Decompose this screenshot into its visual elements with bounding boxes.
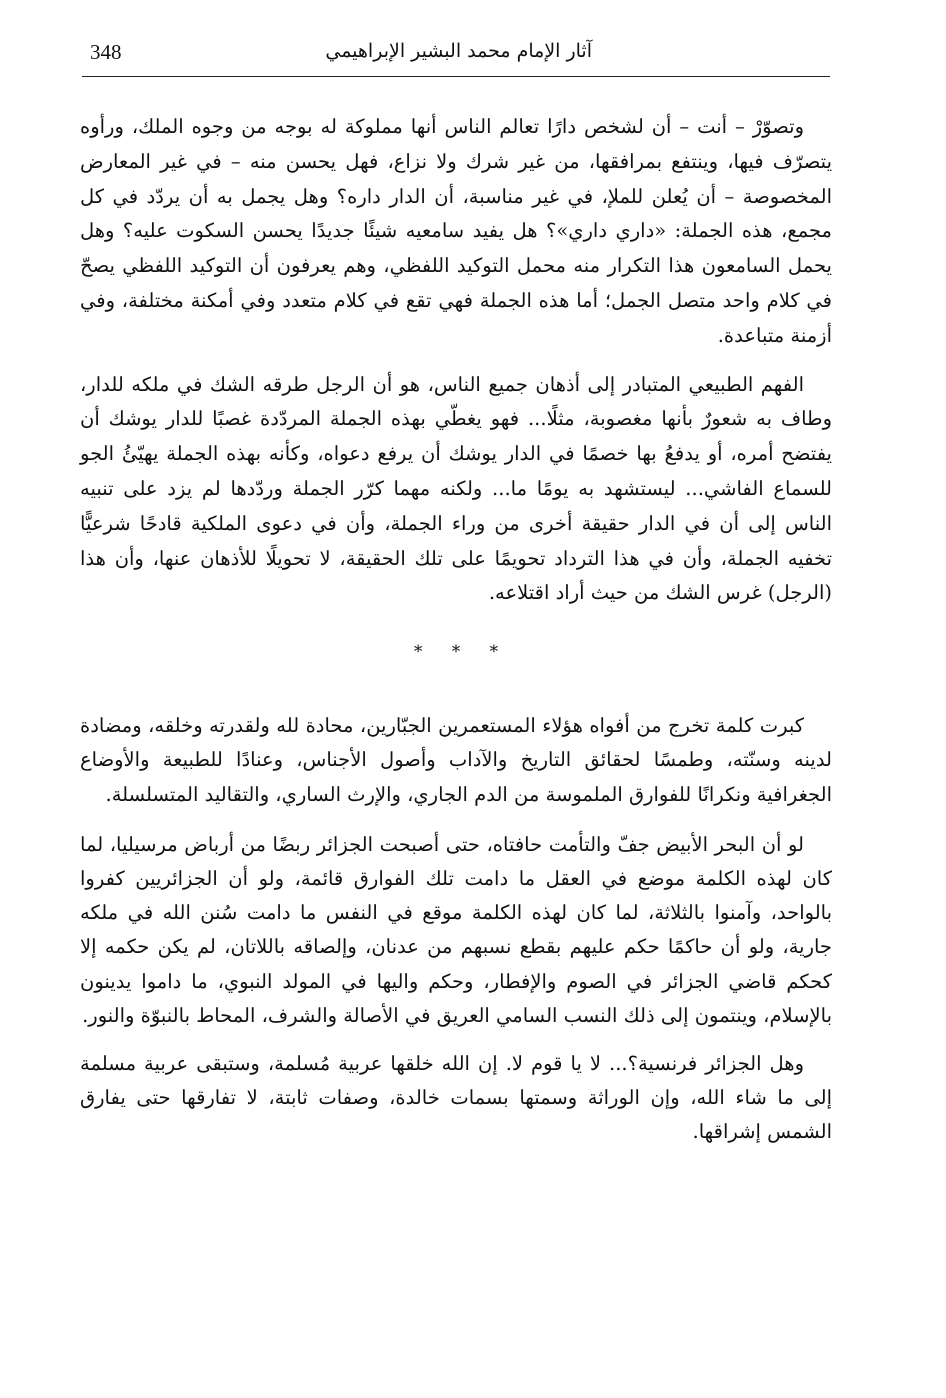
section-separator: * * *	[413, 642, 511, 663]
paragraph-gap	[80, 812, 832, 828]
paragraph: كبرت كلمة تخرج من أفواه هؤلاء المستعمرين الجبّارين، محادة لله ولقدرته وخلقه، ومضادة لدينه وسنّته، وطمسًا لحقائق التاريخ والآداب وأصول الأجناس، وعنادًا للطبيعة والأوضاع الجغرافية ونكرانًا للفوارق الملموسة من الدم الجاري، والإرث الساري، والتقاليد المتسلسلة.	[80, 714, 832, 806]
paragraph: لو أن البحر الأبيض جفّ والتأمت حافتاه، حتى أصبحت الجزائر ربضًا من أرباض مرسيليا، لما كان لهذه الكلمة موضع في العقل ما دامت تلك الفوارق قائمة، ولو أن الجزائريين كفروا بالواحد، وآمنوا بالثلاثة، لما كان لهذه الكلمة موقع في النفس ما دامت سُنن الله في ملكه جارية، ولو أن حاكمًا حكم عليهم بقطع نسبهم من عدنان، وإلصاقه باللاتان، لم يكن حكمه إلا كحكم قاضي الجزائر في الصوم والإفطار، وحكم واليها في المولد النبوي، ما داموا يدينون بالإسلام، وينتمون إلى ذلك النسب السامي العريق في الأصالة والشرف، المحاط بالنبوّة والنور.	[80, 832, 832, 1027]
paragraph: وتصوّرْ – أنت – أن لشخص دارًا تعالم الناس أنها مملوكة له بوجه من وجوه الملك، ورأوه يتصرّف فيها، وينتفع بمرافقها، من غير شرك ولا نزاع، فهل يحسن منه – في غير المعارض المخصوصة – أن يُعلن للملإ، في غير مناسبة، أن الدار داره؟ وهل يجمل به أن يردّد في كل مجمع، هذه الجملة: «داري داري»؟ هل يفيد سامعيه شيئًا جديدًا يحسن السكوت عليه؟ وهل يحمل السامعون هذا التكرار منه محمل التوكيد اللفظي، وهم يعرفون أن التوكيد اللفظي يصحّ في كلام واحد متصل الجمل؛ أما هذه الجملة فهي تقع في كلام متعدد وفي أمكنة مختلفة، وفي أزمنة متباعدة.	[80, 115, 832, 347]
paragraph-gap	[80, 354, 832, 368]
paragraph: وهل الجزائر فرنسية؟... لا يا قوم لا. إن الله خلقها عربية مُسلمة، وستبقى عربية مسلمة إلى ما شاء الله، وإن الوراثة وسمتها بسمات خالدة، وصفات ثابتة، لا تفارقها حتى يفارق الشمس إشراقها.	[80, 1051, 832, 1144]
page-number: 348	[90, 40, 122, 64]
page-body	[80, 108, 832, 1150]
paragraph-gap	[80, 1033, 832, 1047]
page-header	[82, 28, 830, 77]
paragraph: الفهم الطبيعي المتبادر إلى أذهان جميع الناس، هو أن الرجل طرقه الشك في ملكه للدار، وطاف به شعورٌ بأنها مغصوبة، مثلًا... فهو يغطّي بهذه الجملة المردّدة غصبًا للدار يوشك أن يفتضح أمره، أو يدفعُ بها خصمًا في الدار يوشك أن يرفع دعواه، وكأنه بهذه الجملة يهيّئُ الجو للسماع الفاشي... ليستشهد به يومًا ما... ولكنه مهما كرّر الجملة وردّدها لم يزد على تنبيه الناس إلى أن في الدار حقيقة أخرى من وراء الجملة، وأن في دعوى الملكية قادحًا شرعيًّا تخفيه الجملة، وأن في هذا الترداد تحويمًا على تلك الحقيقة، لا تحويلًا للأذهان عنها، وأن هذا (الرجل) غرس الشك من حيث أراد اقتلاعه.	[80, 372, 832, 605]
running-title: آثار الإمام محمد البشير الإبراهيمي	[325, 40, 592, 62]
